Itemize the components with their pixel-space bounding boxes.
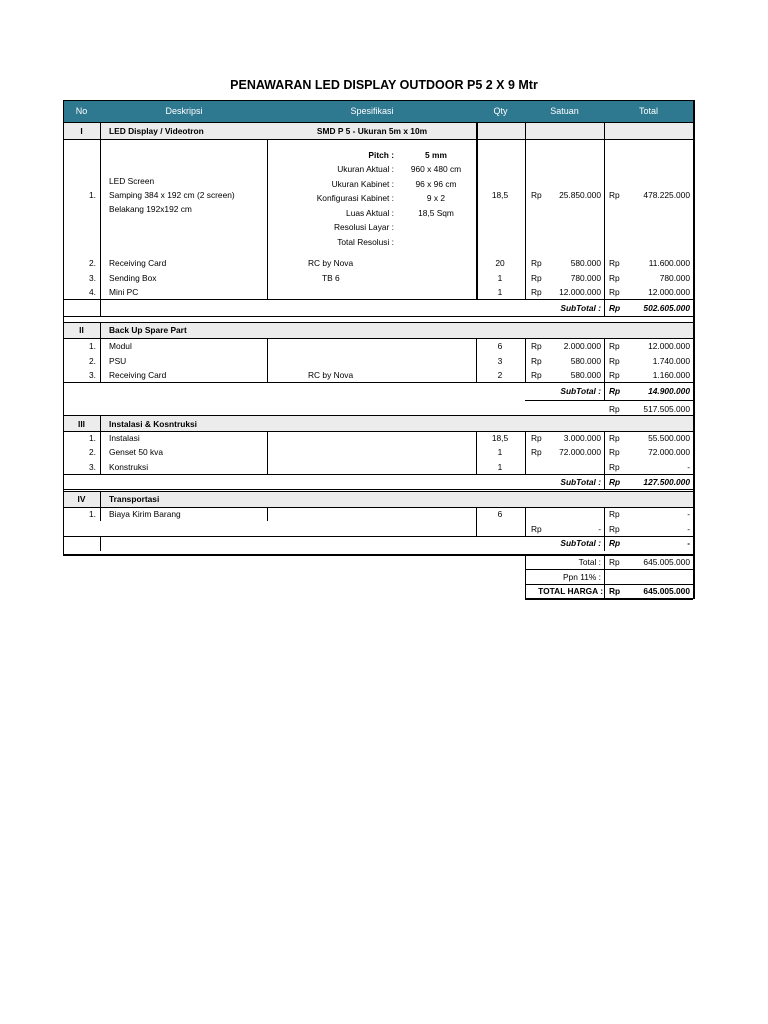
header-qty: Qty (493, 106, 508, 116)
summary-ppn-label: Ppn 11% : (562, 572, 601, 582)
spec-label: Ukuran Aktual : (337, 164, 394, 174)
column-rule (267, 507, 268, 521)
currency-label: Rp (531, 273, 542, 283)
row-rule (63, 382, 693, 383)
currency-label: Rp (609, 370, 620, 380)
section-number: II (79, 325, 84, 335)
item-qty: 20 (495, 258, 505, 268)
column-rule (100, 507, 101, 521)
currency-label: Rp (609, 462, 620, 472)
row-rule (63, 316, 693, 317)
currency-label: Rp (609, 433, 620, 443)
item-number: 2. (89, 447, 96, 457)
summary-grand-value: 645.005.000 (643, 586, 690, 596)
subtotal-value: - (687, 538, 690, 548)
column-rule (100, 536, 101, 551)
header-total: Total (638, 106, 658, 116)
currency-label: Rp (531, 287, 542, 297)
section-spec-title: SMD P 5 - Ukuran 5m x 10m (316, 126, 428, 136)
item-unit-price: - (598, 524, 601, 534)
row-rule (63, 431, 693, 432)
item-unit-price: 580.000 (570, 258, 601, 268)
column-rule (100, 415, 101, 431)
item-unit-price: 780.000 (570, 273, 601, 283)
item-total: 12.000.000 (648, 287, 690, 297)
item-total: 12.000.000 (648, 341, 690, 351)
spec-value: 960 x 480 cm (410, 164, 462, 174)
column-rule (63, 100, 64, 555)
item-qty: 6 (497, 341, 503, 351)
currency-label: Rp (531, 190, 542, 200)
row-rule (63, 322, 693, 323)
spec-label: Pitch : (368, 150, 394, 160)
subtotal-label: SubTotal : (560, 477, 601, 487)
item-number: 1. (89, 341, 96, 351)
item-total: 478.225.000 (643, 190, 690, 200)
item-total: - (687, 524, 690, 534)
currency-label: Rp (609, 258, 620, 268)
header-no: No (75, 106, 88, 116)
row-rule (63, 554, 694, 556)
row-rule (525, 569, 693, 570)
column-rule (525, 507, 526, 536)
subtotal-value: 127.500.000 (643, 477, 690, 487)
column-rule (604, 300, 605, 316)
item-qty: 1 (497, 287, 503, 297)
currency-label: Rp (609, 356, 620, 366)
item-number: 1. (89, 509, 96, 519)
item-qty: 1 (497, 273, 503, 283)
row-rule (63, 338, 693, 339)
item-description: Mini PC (109, 287, 139, 297)
item-description: Belakang 192x192 cm (109, 204, 192, 214)
row-rule (63, 491, 693, 492)
currency-label: Rp (531, 341, 542, 351)
row-rule (525, 584, 693, 585)
header-specification: Spesifikasi (350, 106, 394, 116)
column-rule (476, 122, 478, 300)
subtotal-label: SubTotal : (560, 303, 601, 313)
currency-label: Rp (609, 447, 620, 457)
column-rule (476, 507, 477, 536)
subtotal-label: SubTotal : (560, 386, 601, 396)
section-title: LED Display / Videotron (109, 126, 204, 136)
row-rule (63, 474, 693, 475)
item-description: Genset 50 kva (109, 447, 164, 457)
item-specification: RC by Nova (308, 258, 354, 268)
item-number: 3. (89, 462, 96, 472)
currency-label: Rp (609, 303, 621, 313)
item-number: 3. (89, 370, 96, 380)
running-total: 517.505.000 (643, 404, 690, 414)
column-rule (693, 100, 695, 599)
item-qty: 18,5 (491, 190, 509, 200)
spec-label: Resolusi Layar : (333, 222, 394, 232)
currency-label: Rp (609, 538, 621, 548)
spec-value: 9 x 2 (426, 193, 446, 203)
item-description: Receiving Card (109, 258, 167, 268)
item-qty: 18,5 (491, 433, 509, 443)
currency-label: Rp (609, 477, 621, 487)
section-number: III (78, 419, 85, 429)
table-header (63, 101, 693, 122)
row-rule (525, 598, 693, 600)
column-rule (525, 554, 526, 599)
item-qty: 3 (497, 356, 503, 366)
item-description: Biaya Kirim Barang (109, 509, 181, 519)
item-number: 2. (89, 258, 96, 268)
column-rule (476, 431, 477, 474)
summary-grand-label: TOTAL HARGA : (538, 586, 603, 596)
column-rule (604, 554, 605, 599)
column-rule (525, 122, 526, 300)
spec-value: 96 x 96 cm (415, 179, 457, 189)
item-total: 1.740.000 (652, 356, 690, 366)
subtotal-label: SubTotal : (560, 538, 601, 548)
column-rule (100, 431, 101, 474)
column-rule (604, 338, 605, 382)
item-unit-price: 72.000.000 (559, 447, 601, 457)
subtotal-value: 14.900.000 (648, 386, 690, 396)
spec-label: Konfigurasi Kabinet : (316, 193, 394, 203)
item-specification: RC by Nova (308, 370, 354, 380)
column-rule (100, 122, 101, 139)
item-number: 2. (89, 356, 96, 366)
column-rule (525, 338, 526, 382)
column-rule (100, 300, 101, 316)
currency-label: Rp (609, 341, 620, 351)
item-number: 1. (89, 433, 96, 443)
column-rule (604, 474, 605, 489)
spec-label: Luas Aktual : (346, 208, 394, 218)
item-total: 72.000.000 (648, 447, 690, 457)
currency-label: Rp (609, 386, 621, 396)
currency-label: Rp (531, 258, 542, 268)
item-description: Konstruksi (109, 462, 149, 472)
item-total: 55.500.000 (648, 433, 690, 443)
spec-value: 5 mm (425, 150, 447, 160)
item-number: 1. (89, 190, 96, 200)
column-rule (604, 431, 605, 474)
row-rule (63, 122, 694, 123)
currency-label: Rp (609, 524, 620, 534)
summary-total-value: 645.005.000 (643, 557, 690, 567)
column-rule (100, 322, 101, 338)
currency-label: Rp (609, 273, 620, 283)
row-rule (63, 299, 693, 300)
column-rule (525, 431, 526, 474)
column-rule (604, 507, 605, 536)
row-rule (63, 507, 693, 508)
item-description: Sending Box (109, 273, 157, 283)
section-number: I (80, 126, 83, 136)
item-total: 780.000 (659, 273, 690, 283)
row-rule (63, 415, 693, 416)
item-description: PSU (109, 356, 127, 366)
currency-label: Rp (609, 557, 620, 567)
item-total: 1.160.000 (652, 370, 690, 380)
currency-label: Rp (609, 190, 620, 200)
item-total: 11.600.000 (648, 258, 690, 268)
column-rule (100, 139, 101, 300)
column-rule (267, 139, 268, 300)
header-unit-price: Satuan (550, 106, 579, 116)
item-description: LED Screen (109, 176, 155, 186)
column-rule (100, 491, 101, 507)
item-unit-price: 25.850.000 (559, 190, 601, 200)
column-rule (267, 338, 268, 382)
item-unit-price: 3.000.000 (563, 433, 601, 443)
item-qty: 1 (497, 462, 503, 472)
row-rule (63, 489, 693, 490)
item-qty: 2 (497, 370, 503, 380)
currency-label: Rp (609, 509, 620, 519)
currency-label: Rp (609, 404, 620, 414)
item-total: - (687, 509, 690, 519)
item-number: 3. (89, 273, 96, 283)
header-description: Deskripsi (165, 106, 203, 116)
spec-label: Total Resolusi : (337, 237, 394, 247)
spec-value: 18,5 Sqm (418, 208, 454, 218)
row-rule (63, 536, 693, 537)
section-title: Instalasi & Kosntruksi (109, 419, 197, 429)
currency-label: Rp (609, 586, 621, 596)
item-number: 4. (89, 287, 96, 297)
row-rule (63, 100, 694, 101)
currency-label: Rp (531, 433, 542, 443)
currency-label: Rp (531, 447, 542, 457)
item-unit-price: 580.000 (570, 370, 601, 380)
item-unit-price: 2.000.000 (563, 341, 601, 351)
currency-label: Rp (531, 356, 542, 366)
currency-label: Rp (531, 370, 542, 380)
item-total: - (687, 462, 690, 472)
item-specification: TB 6 (322, 273, 340, 283)
currency-label: Rp (609, 287, 620, 297)
subtotal-value: 502.605.000 (643, 303, 690, 313)
item-description: Receiving Card (109, 370, 167, 380)
item-description: Samping 384 x 192 cm (2 screen) (109, 190, 235, 200)
currency-label: Rp (531, 524, 542, 534)
item-description: Instalasi (109, 433, 140, 443)
section-title: Transportasi (109, 494, 160, 504)
summary-total-label: Total : (578, 557, 601, 567)
column-rule (100, 338, 101, 382)
column-rule (267, 431, 268, 474)
document-title: PENAWARAN LED DISPLAY OUTDOOR P5 2 X 9 Mtr (230, 78, 538, 92)
row-rule (525, 400, 693, 401)
section-title: Back Up Spare Part (109, 325, 187, 335)
column-rule (604, 382, 605, 400)
item-qty: 6 (497, 509, 503, 519)
item-description: Modul (109, 341, 132, 351)
column-rule (604, 122, 605, 300)
section-number: IV (77, 494, 86, 504)
column-rule (604, 536, 605, 551)
column-rule (476, 338, 477, 382)
item-qty: 1 (497, 447, 503, 457)
item-unit-price: 12.000.000 (559, 287, 601, 297)
row-rule (63, 139, 693, 140)
spec-label: Ukuran Kabinet : (331, 179, 394, 189)
item-unit-price: 580.000 (570, 356, 601, 366)
